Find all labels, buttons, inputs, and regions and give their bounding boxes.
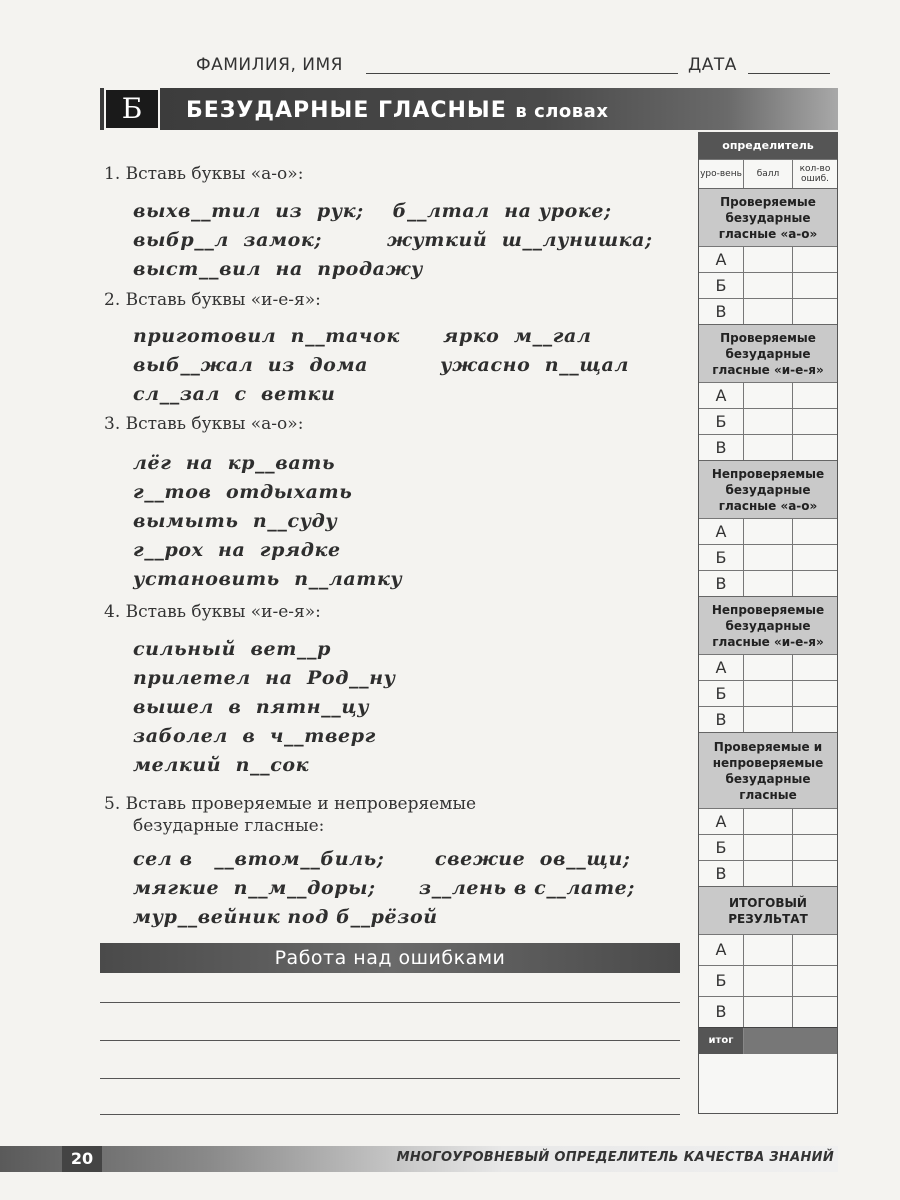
table-row xyxy=(699,272,837,298)
task-3-line: вымыть п__суду xyxy=(133,510,338,532)
score-cell[interactable] xyxy=(744,409,793,434)
level-cell: В xyxy=(699,299,744,324)
errors-cell[interactable] xyxy=(793,409,837,434)
date-label: ДАТА xyxy=(688,55,737,75)
task-1-line: выхв__тил из рук; б__лтал на уроке; xyxy=(133,200,612,222)
table-row xyxy=(699,834,837,860)
table-row xyxy=(699,934,837,965)
section-title-main: БЕЗУДАРНЫЕ ГЛАСНЫЕ xyxy=(186,98,507,123)
errors-cell[interactable] xyxy=(793,383,837,408)
task-3-line: лёг на кр__вать xyxy=(133,452,336,474)
table-section-title: Непроверяемые безударные гласные «и-е-я» xyxy=(699,596,837,654)
score-cell[interactable] xyxy=(744,383,793,408)
table-row xyxy=(699,298,837,324)
answer-line[interactable] xyxy=(100,1078,680,1079)
table-section-title: ИТОГОВЫЙ РЕЗУЛЬТАТ xyxy=(699,886,837,934)
task-4-line: вышел в пятн__цу xyxy=(133,696,370,718)
errors-cell[interactable] xyxy=(793,571,837,596)
level-cell: В xyxy=(699,435,744,460)
errors-cell[interactable] xyxy=(793,545,837,570)
table-row xyxy=(699,654,837,680)
task-4-line: прилетел на Род__ну xyxy=(133,667,396,689)
table-row xyxy=(699,680,837,706)
score-cell[interactable] xyxy=(744,273,793,298)
level-cell: А xyxy=(699,247,744,272)
level-cell: В xyxy=(699,861,744,886)
task-2-line: приготовил п__тачок ярко м__гал xyxy=(133,325,592,347)
score-cell[interactable] xyxy=(744,707,793,732)
level-cell: Б xyxy=(699,545,744,570)
score-cell[interactable] xyxy=(744,681,793,706)
errors-cell[interactable] xyxy=(793,707,837,732)
task-1-line: выст__вил на продажу xyxy=(133,258,423,280)
errors-cell[interactable] xyxy=(793,247,837,272)
section-letter: Б xyxy=(104,88,160,130)
level-cell: Б xyxy=(699,409,744,434)
task-4-line: мелкий п__сок xyxy=(133,754,310,776)
table-row xyxy=(699,965,837,996)
section-title-suffix: в словах xyxy=(515,101,609,122)
level-cell: А xyxy=(699,519,744,544)
table-row xyxy=(699,246,837,272)
score-cell[interactable] xyxy=(744,966,793,996)
task-2-line: сл__зал с ветки xyxy=(133,383,336,405)
errors-cell[interactable] xyxy=(793,299,837,324)
table-row xyxy=(699,706,837,732)
level-cell: В xyxy=(699,707,744,732)
task-4-line: заболел в ч__тверг xyxy=(133,725,376,747)
footer-text: МНОГОУРОВНЕВЫЙ ОПРЕДЕЛИТЕЛЬ КАЧЕСТВА ЗНАНИЙ xyxy=(396,1150,834,1165)
level-cell: В xyxy=(699,997,744,1027)
level-cell: Б xyxy=(699,966,744,996)
table-row xyxy=(699,996,837,1027)
work-section-title: Работа над ошибками xyxy=(100,943,680,973)
task-1-line: выбр__л замок; жуткий ш__лунишка; xyxy=(133,229,653,251)
table-row xyxy=(699,518,837,544)
total-cell[interactable] xyxy=(744,1028,837,1054)
section-title xyxy=(186,98,608,123)
table-column-headers xyxy=(699,159,837,188)
score-cell[interactable] xyxy=(744,935,793,965)
errors-cell[interactable] xyxy=(793,997,837,1027)
level-cell: А xyxy=(699,809,744,834)
errors-cell[interactable] xyxy=(793,681,837,706)
table-section-title: Непроверяемые безударные гласные «а-о» xyxy=(699,460,837,518)
table-section-title: Проверяемые безударные гласные «а-о» xyxy=(699,188,837,246)
column-score: балл xyxy=(744,160,793,188)
errors-cell[interactable] xyxy=(793,273,837,298)
errors-cell[interactable] xyxy=(793,861,837,886)
level-cell: А xyxy=(699,655,744,680)
date-field-line[interactable] xyxy=(748,73,830,74)
answer-line[interactable] xyxy=(100,1114,680,1115)
score-cell[interactable] xyxy=(744,861,793,886)
score-cell[interactable] xyxy=(744,835,793,860)
task-3-line: установить п__латку xyxy=(133,568,403,590)
task-2-instruction: 2. Вставь буквы «и-е-я»: xyxy=(104,290,321,310)
table-row xyxy=(699,860,837,886)
table-row xyxy=(699,408,837,434)
task-5-line: сел в __втом__биль; свежие ов__щи; xyxy=(133,848,631,870)
table-total-row xyxy=(699,1027,837,1054)
task-5-line: мягкие п__м__доры; з__лень в с__лате; xyxy=(133,877,635,899)
level-cell: Б xyxy=(699,681,744,706)
table-section-title: Проверяемые и непроверяемые безударные гласные xyxy=(699,732,837,808)
errors-cell[interactable] xyxy=(793,966,837,996)
errors-cell[interactable] xyxy=(793,519,837,544)
determiner-table xyxy=(698,132,838,1114)
column-errors: кол-во ошиб. xyxy=(799,164,831,184)
score-cell[interactable] xyxy=(744,571,793,596)
errors-cell[interactable] xyxy=(793,655,837,680)
task-3-line: г__тов отдыхать xyxy=(133,481,353,503)
answer-line[interactable] xyxy=(100,1040,680,1041)
table-row xyxy=(699,808,837,834)
score-cell[interactable] xyxy=(744,247,793,272)
score-cell[interactable] xyxy=(744,809,793,834)
score-cell[interactable] xyxy=(744,655,793,680)
task-5-instruction: 5. Вставь проверяемые и непроверяемые xyxy=(104,794,477,814)
table-section-title: Проверяемые безударные гласные «и-е-я» xyxy=(699,324,837,382)
errors-cell[interactable] xyxy=(793,809,837,834)
column-level: уро-вень xyxy=(699,160,744,188)
task-4-line: сильный вет__р xyxy=(133,638,332,660)
table-row xyxy=(699,382,837,408)
task-2-line: выб__жал из дома ужасно п__щал xyxy=(133,354,629,376)
task-1-instruction: 1. Вставь буквы «а-о»: xyxy=(104,164,304,184)
name-field-line[interactable] xyxy=(366,73,678,74)
level-cell: А xyxy=(699,383,744,408)
task-5-line: мур__вейник под б__рёзой xyxy=(133,906,438,928)
task-4-instruction: 4. Вставь буквы «и-е-я»: xyxy=(104,602,321,622)
table-row xyxy=(699,570,837,596)
level-cell: А xyxy=(699,935,744,965)
score-cell[interactable] xyxy=(744,299,793,324)
level-cell: В xyxy=(699,571,744,596)
level-cell: Б xyxy=(699,273,744,298)
errors-cell[interactable] xyxy=(793,935,837,965)
task-3-line: г__рох на грядке xyxy=(133,539,341,561)
total-label: итог xyxy=(699,1028,744,1054)
table-row xyxy=(699,544,837,570)
name-label: ФАМИЛИЯ, ИМЯ xyxy=(196,55,343,75)
level-cell: Б xyxy=(699,835,744,860)
table-row xyxy=(699,434,837,460)
task-5-instruction-cont: безударные гласные: xyxy=(133,816,325,836)
score-cell[interactable] xyxy=(744,519,793,544)
score-cell[interactable] xyxy=(744,435,793,460)
errors-cell[interactable] xyxy=(793,835,837,860)
errors-cell[interactable] xyxy=(793,435,837,460)
answer-line[interactable] xyxy=(100,1002,680,1003)
score-cell[interactable] xyxy=(744,545,793,570)
page-number: 20 xyxy=(62,1146,102,1172)
table-header: определитель xyxy=(699,133,837,159)
score-cell[interactable] xyxy=(744,997,793,1027)
task-3-instruction: 3. Вставь буквы «а-о»: xyxy=(104,414,304,434)
